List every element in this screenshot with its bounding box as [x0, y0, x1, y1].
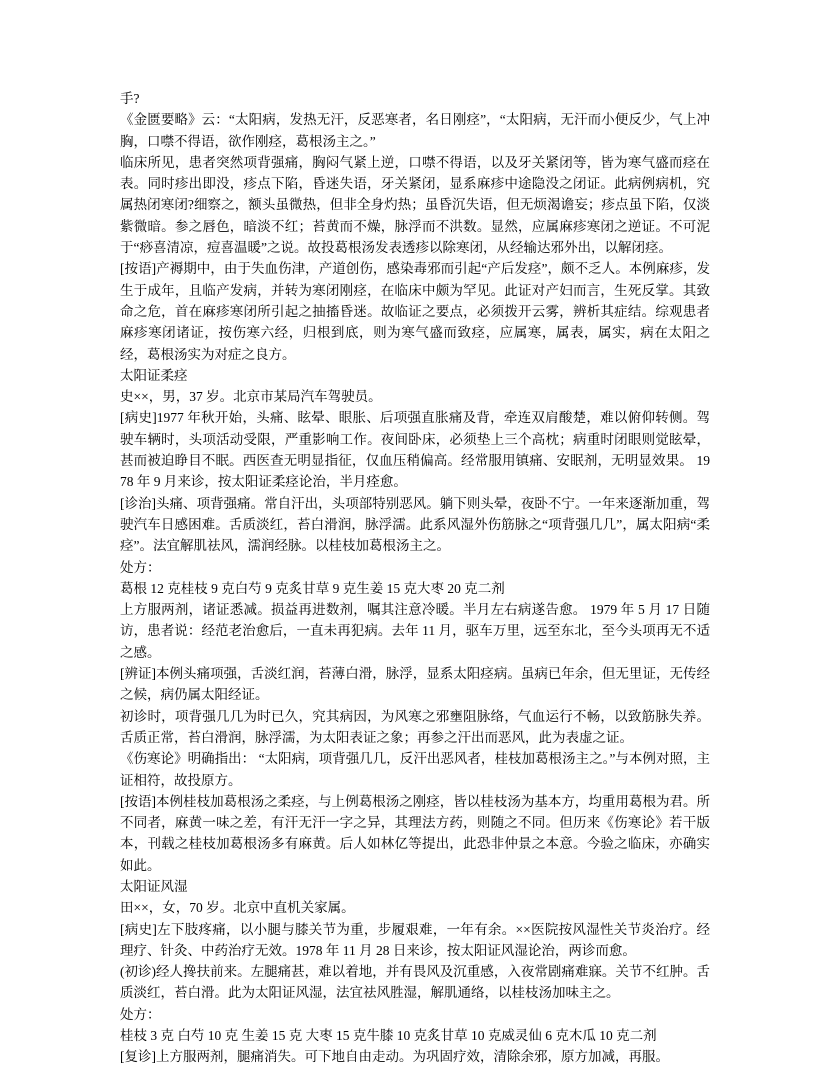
paragraph-shanghanlun-quote: 《伤寒论》明确指出： “太阳病，项背强几几，反汗出恶风者，桂枝加葛根汤主之。”与本例对照，主证相符，故投原方。 [120, 751, 710, 788]
paragraph-diagnosis-1: [诊治]头痛、项背强痛。常自汗出，头项部特别恶风。躺下则头晕，夜卧不宁。一年来逐渐加重，驾驶汽车日感困难。舌质淡红，苔白滑润，脉浮濡。此系风湿外伤筋脉之“项背强几几”，属太阳病“柔痉”。法宜解肌祛风，濡润经脉。以桂枝加葛根汤主之。 [120, 495, 710, 554]
paragraph-initial-visit-2: (初诊)经人搀扶前来。左腿痛甚，难以着地，并有畏风及沉重感，入夜常剧痛难寐。关节不红肿。舌质淡红，苔白滑。此为太阳证风湿，法宜祛风胜湿，解肌通络，以桂枝汤加味主之。 [120, 964, 710, 1001]
paragraph-commentary-1: [按语]产褥期中，由于失血伤津，产道创伤，感染毒邪而引起“产后发痉”，颇不乏人。本例麻疹，发生于成年，且临产发病，并转为寒闭刚痉，在临床中颇为罕见。此证对产妇而言，生死反掌。其致命之危，首在麻疹寒闭所引起之抽搐昏迷。故临证之要点，必须拨开云雾，辨析其症结。综观患者麻疹寒闭诸证，按伤寒六经，归根到底，则为寒气盛而致痉，应属寒，属表，属实，病在太阳之经，葛根汤实为对症之良方。 [120, 261, 710, 362]
paragraph-commentary-2: [按语]本例桂枝加葛根汤之柔痉，与上例葛根汤之刚痉，皆以桂枝汤为基本方，均重用葛根为君。所不同者，麻黄一味之差，有汗无汗一字之异，其理法方药，则随之不同。但历来《伤寒论》若干版本，刊载之桂枝加葛根汤多有麻黄。后人如林亿等提出，此恐非仲景之本意。今验之临床，亦确实如此。 [120, 793, 710, 873]
prescription-label-2: 处方： [120, 1006, 161, 1022]
paragraph-followup-1: 上方服两剂，诸证悉减。损益再进数剂，嘱其注意冷暖。半月左右病遂告愈。 1979 年 5 月 17 日随访，患者说：经范老治愈后，一直未再犯病。去年 11 月，驱车万里，远至东北，至今头项再无不适之感。 [120, 602, 710, 660]
paragraph-continuation: 手? [120, 91, 140, 106]
paragraph-history-2: [病史]左下肢疼痛，以小腿与膝关节为重，步履艰难，一年有余。××医院按风湿性关节炎治疗。经理疗、针灸、中药治疗无效。1978 年 11 月 28 日来诊，按太阳证风湿论治，两诊而愈。 [120, 921, 710, 958]
section-heading-feng-shi: 太阳证风湿 [120, 878, 188, 894]
section-heading-rou-jing: 太阳证柔痉 [120, 367, 188, 383]
paragraph-clinical-discussion: 临床所见，患者突然项背强痛，胸闷气紧上逆，口噤不得语，以及牙关紧闭等，皆为寒气盛而痉在表。同时疹出即没，疹点下陷，昏迷失语，牙关紧闭，显系麻疹中途隐没之闭证。此病例病机，究属热闭寒闭?细察之，额头虽微热，但非全身灼热；虽昏沉失语，但无烦渴谵妄；疹点虽下陷，仅淡紫微暗。参之唇色，暗淡不红；苔黄而不燥，脉浮而不洪数。显然，应属麻疹寒闭之逆证。不可泥于“痧喜清凉，痘喜温暖”之说。故投葛根汤发表透疹以除寒闭，从经输达邪外出，以解闭痉。 [120, 154, 710, 256]
paragraph-jingui-quote: 《金匮要略》云：“太阳病，发热无汗，反恶寒者，名日刚痉”，“太阳病，无汗而小便反少，气上冲胸，口噤不得语，欲作刚痉，葛根汤主之。” [120, 112, 710, 149]
paragraph-differentiation-1: [辨证]本例头痛项强，舌淡红润，苔薄白滑，脉浮，显系太阳痉病。虽病已年余，但无里证，无传经之候，病仍属太阳经证。 [120, 666, 710, 703]
prescription-content-2: 桂枝 3 克 白芍 10 克 生姜 15 克 大枣 15 克牛膝 10 克炙甘草 10 克威灵仙 6 克木瓜 10 克二剂 [120, 1028, 657, 1044]
paragraph-patient-info-2: 田××，女，70 岁。北京中直机关家属。 [120, 900, 355, 916]
paragraph-second-visit: [复诊]上方服两剂，腿痛消失。可下地自由走动。为巩固疗效，清除余邪，原方加减，再服。 [120, 1049, 669, 1065]
paragraph-history-1: [病史]1977 年秋开始，头痛、眩晕、眼胀、后项强直胀痛及背，牵连双肩酸楚，难以俯仰转侧。驾驶车辆时，头项活动受限，严重影响工作。夜间卧床，必须垫上三个高枕；病重时闭眼则觉眩晕，甚而被迫睁目不眠。西医查无明显指征，仅血压稍偏高。经常服用镇痛、安眠剂，无明显效果。 1978 年 9 月来诊，按太阳证柔痉论治，半月痊愈。 [120, 410, 710, 490]
paragraph-patient-info-1: 史××，男，37 岁。北京市某局汽车驾驶员。 [120, 389, 382, 405]
document-body [120, 88, 710, 1068]
paragraph-initial-visit-analysis: 初诊时，项背强几几为时已久，究其病因，为风寒之邪壅阻脉络，气血运行不畅，以致筋脉失养。舌质正常，苔白滑润，脉浮濡，为太阳表证之象；再参之汗出而恶风，此为表虚之证。 [120, 708, 710, 745]
prescription-content-1: 葛根 12 克桂枝 9 克白芍 9 克炙甘草 9 克生姜 15 克大枣 20 克二剂 [120, 580, 505, 596]
prescription-label-1: 处方： [120, 559, 161, 575]
